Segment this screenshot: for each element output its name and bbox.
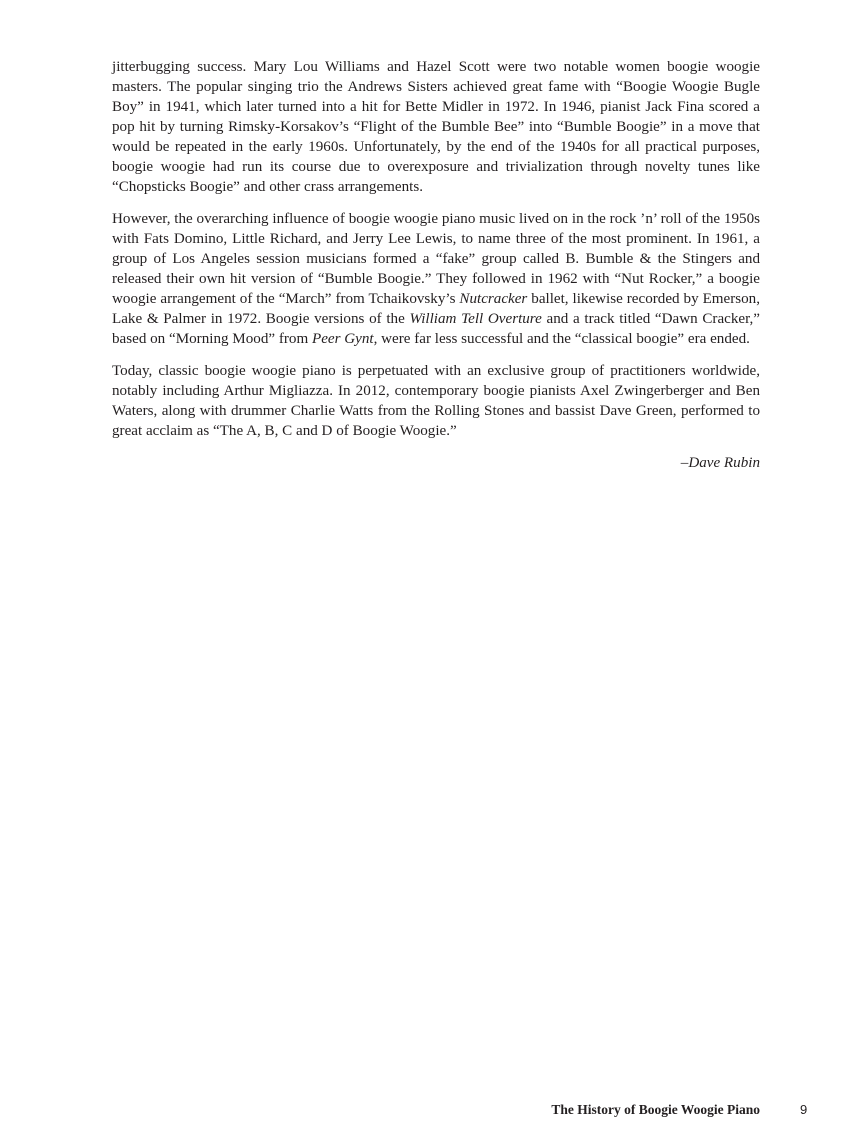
paragraph [112,57,760,197]
article-body [112,57,760,473]
italic-title-run: Nutcracker [459,291,528,307]
text-run: jitterbugging success. Mary Lou Williams and Hazel Scott were two notable women boogie woogie masters. The popular singing trio the Andrews Sisters achieved great fame with “Boogie Woogie Bugle Boy” in 1941, which later turned into a hit for Bette Midler in 1972. In 1946, pianist Jack Fina scored a pop hit by turning Rimsky-Korsakov’s “Flight of the Bumble Bee” into “Bumble Boogie” in a move that would be repeated in the early 1960s. Unfortunately, by the end of the 1940s for all practical purposes, boogie woogie had run its course due to overexposure and trivialization through novelty tunes like “Chopsticks Boogie” and other crass arrangements. [112,59,760,195]
text-run: , were far less successful and the “classical boogie” era ended. [373,331,750,347]
italic-title-run: William Tell Overture [409,311,542,327]
text-run: ballet, likewise recorded by Emerson, Lake & Palmer in 1972. Boogie versions of the [112,291,761,327]
text-run: However, the overarching influence of boogie woogie piano music lived on in the rock ’n’ roll of the 1950s with Fats Domino, Little Richard, and Jerry Lee Lewis, to name three of the most prominent. In 1961, a group of Los Angeles session musicians formed a “fake” group called B. Bumble & the Stingers and released their own hit version of “Bumble Boogie.” They followed in 1962 with “Nut Rocker,” a boogie woogie arrangement of the “March” from Tchaikovsky’s [112,211,760,307]
italic-title-run: Peer Gynt [311,331,374,347]
page-footer [0,1102,848,1122]
running-title: The History of Boogie Woogie Piano [551,1102,760,1117]
text-run: and a track titled “Dawn Cracker,” based on “Morning Mood” from [112,311,761,347]
paragraph [112,209,760,349]
page-number: 9 [800,1102,808,1117]
paragraph [112,361,760,441]
text-run: Today, classic boogie woogie piano is perpetuated with an exclusive group of practitioners worldwide, notably including Arthur Migliazza. In 2012, contemporary boogie pianists Axel Zwingerberger and Ben Waters, along with drummer Charlie Watts from the Rolling Stones and bassist Dave Green, performed to great acclaim as “The A, B, C and D of Boogie Woogie.” [112,363,760,439]
author-signature: –Dave Rubin [680,455,760,471]
